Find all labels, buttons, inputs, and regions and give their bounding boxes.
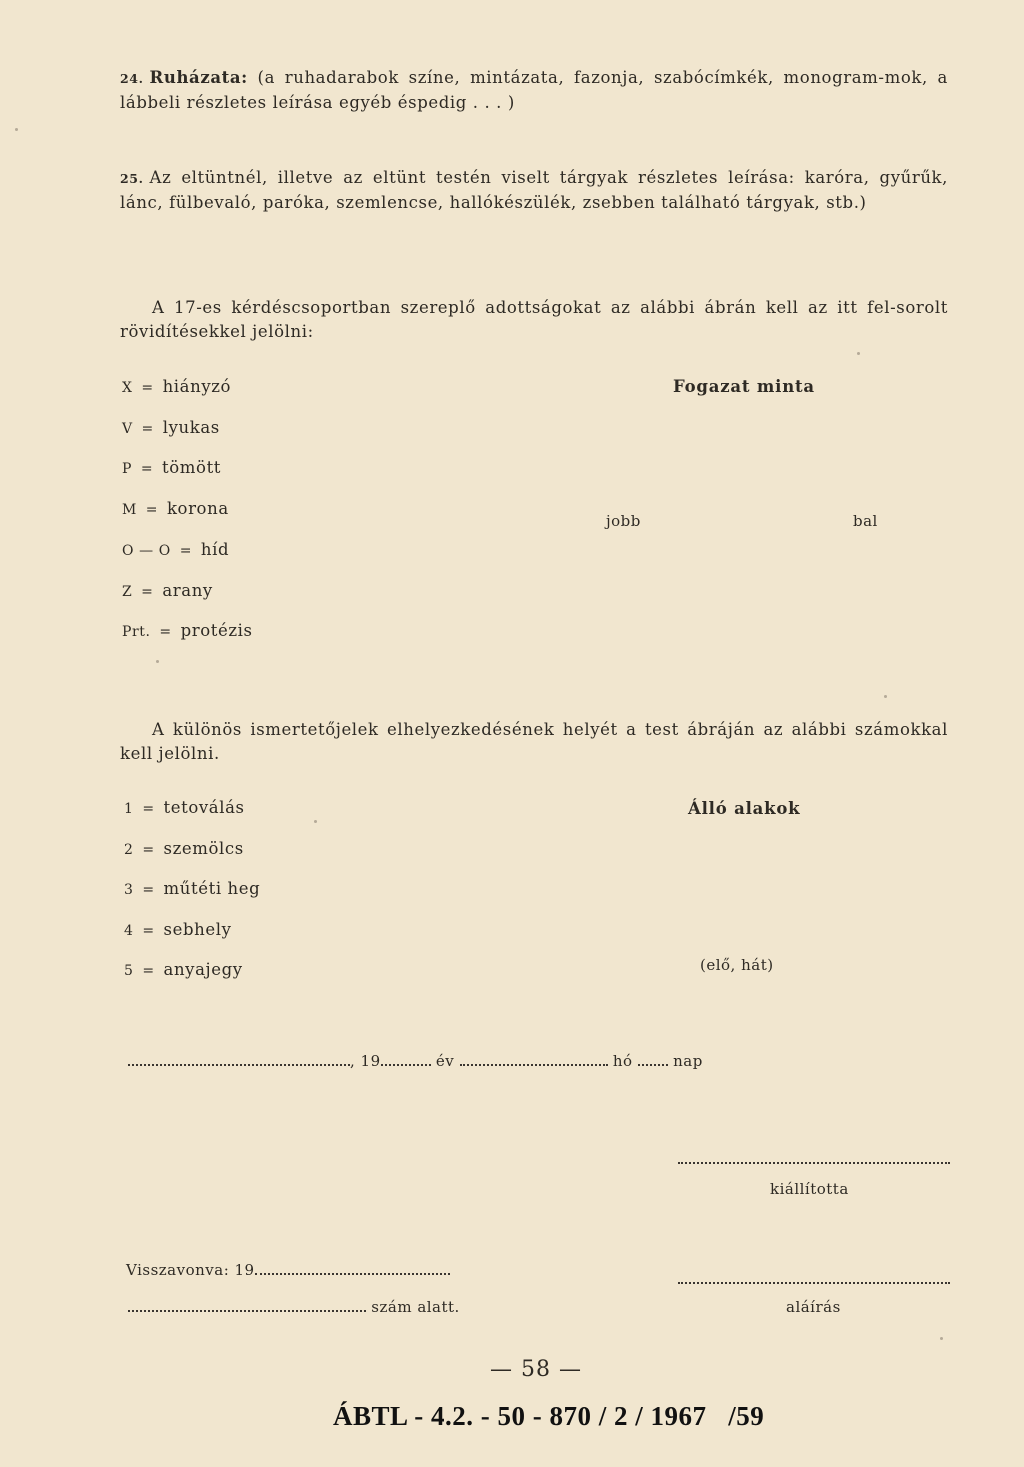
item-24-label: Ruházata: bbox=[149, 68, 248, 87]
teeth-diagram-heading: Fogazat minta bbox=[673, 377, 815, 396]
legend-equals: = bbox=[142, 801, 155, 817]
issued-by-label: kiállította bbox=[770, 1180, 849, 1198]
paper-speck bbox=[857, 352, 860, 355]
paper-speck bbox=[156, 660, 159, 663]
legend-equals: = bbox=[142, 923, 155, 939]
legend-equals: = bbox=[141, 421, 154, 437]
day-blank bbox=[638, 1060, 668, 1066]
legend-code: V bbox=[122, 421, 133, 437]
legend-code: 1 bbox=[124, 801, 134, 817]
marks-legend-item bbox=[124, 920, 232, 939]
signature-line bbox=[678, 1282, 950, 1284]
paper-speck bbox=[15, 128, 18, 131]
legend-equals: = bbox=[145, 502, 159, 518]
legend-code: X bbox=[122, 380, 133, 396]
month-label: hó bbox=[612, 1052, 633, 1070]
item-25 bbox=[120, 166, 948, 215]
legend-equals: = bbox=[141, 584, 154, 600]
paper-speck bbox=[884, 695, 887, 698]
legend-code: 2 bbox=[124, 842, 134, 858]
page-number: — 58 — bbox=[490, 1357, 582, 1382]
marks-legend-item bbox=[124, 839, 244, 858]
legend-meaning: sebhely bbox=[163, 920, 232, 939]
legend-equals: = bbox=[142, 882, 155, 898]
item-24-text: (a ruhadarabok színe, mintázata, fazonja, szabócímkék, monogram-mok, a lábbeli részletes leírása egyéb éspedig . . . ) bbox=[120, 68, 948, 112]
legend-equals: = bbox=[140, 461, 154, 477]
signature-label: aláírás bbox=[786, 1298, 841, 1316]
legend-equals: = bbox=[142, 842, 155, 858]
legend-meaning: arany bbox=[162, 581, 213, 600]
paper-speck bbox=[940, 1337, 943, 1340]
teeth-legend-item bbox=[122, 458, 221, 477]
legend-code: Prt. bbox=[122, 624, 151, 640]
number-label: szám alatt. bbox=[371, 1298, 460, 1316]
issuer-signature-line bbox=[678, 1162, 950, 1164]
legend-meaning: protézis bbox=[180, 621, 253, 640]
marks-legend-item bbox=[124, 798, 245, 817]
teeth-legend-item bbox=[122, 621, 253, 640]
legend-code: 5 bbox=[124, 963, 134, 979]
legend-equals: = bbox=[179, 543, 193, 559]
legend-equals: = bbox=[159, 624, 172, 640]
teeth-right-label: jobb bbox=[606, 512, 641, 530]
date-line bbox=[128, 1052, 703, 1070]
legend-code: P bbox=[122, 461, 133, 477]
marks-legend-item bbox=[124, 960, 243, 979]
legend-meaning: híd bbox=[200, 540, 230, 559]
teeth-legend-item bbox=[122, 418, 220, 437]
legend-meaning: szemölcs bbox=[163, 839, 244, 858]
teeth-legend-item bbox=[122, 499, 229, 518]
item-25-text: Az eltüntnél, illetve az eltünt testén viselt tárgyak részletes leírása: karóra, gyűrűk, lánc, fülbevaló, paróka, szemlencse, hallókészülék, zsebben található tárgyak, stb.) bbox=[120, 168, 948, 212]
marks-intro: A különös ismertetőjelek elhelyezkedésének helyét a test ábráján az alábbi számokkal kell jelölni. bbox=[120, 720, 948, 763]
legend-code: 3 bbox=[124, 882, 134, 898]
legend-equals: = bbox=[142, 963, 155, 979]
number-blank bbox=[128, 1306, 366, 1312]
month-blank bbox=[460, 1060, 608, 1066]
legend-meaning: tömött bbox=[162, 458, 222, 477]
place-blank bbox=[128, 1060, 350, 1066]
legend-meaning: tetoválás bbox=[163, 798, 245, 817]
teeth-left-label: bal bbox=[853, 512, 878, 530]
legend-meaning: anyajegy bbox=[163, 960, 243, 979]
teeth-legend-item bbox=[122, 377, 231, 396]
year-blank bbox=[381, 1060, 431, 1066]
teeth-legend-item bbox=[122, 581, 213, 600]
revoked-label: Visszavonva: 19 bbox=[126, 1261, 255, 1279]
number-line bbox=[128, 1298, 460, 1316]
revoked-year-blank bbox=[255, 1269, 450, 1275]
year-prefix: , 19 bbox=[350, 1052, 381, 1070]
standing-figures-heading: Álló alakok bbox=[688, 799, 801, 818]
archive-reference: ÁBTL - 4.2. - 50 - 870 / 2 / 1967 /59 bbox=[333, 1401, 765, 1431]
marks-legend-item bbox=[124, 879, 260, 898]
front-back-label: (elő, hát) bbox=[700, 956, 774, 974]
legend-code: 4 bbox=[124, 923, 134, 939]
item-24 bbox=[120, 66, 948, 115]
legend-code: Z bbox=[122, 584, 133, 600]
day-label: nap bbox=[673, 1052, 703, 1070]
legend-meaning: hiányzó bbox=[162, 377, 232, 396]
legend-meaning: korona bbox=[166, 499, 229, 518]
legend-code: M bbox=[122, 502, 137, 518]
year-label: év bbox=[435, 1052, 455, 1070]
teeth-intro: A 17-es kérdéscsoportban szereplő adottságokat az alábbi ábrán kell az itt fel-sorolt rövidítésekkel jelölni: bbox=[120, 298, 948, 341]
legend-meaning: lyukas bbox=[162, 418, 220, 437]
paper-speck bbox=[314, 820, 317, 823]
item-25-number: 25. bbox=[120, 171, 144, 186]
item-24-number: 24. bbox=[120, 71, 144, 86]
teeth-legend-item bbox=[122, 540, 229, 559]
legend-meaning: műtéti heg bbox=[163, 879, 261, 898]
legend-code: O — O bbox=[122, 543, 171, 559]
revoked-line bbox=[126, 1261, 450, 1279]
legend-equals: = bbox=[141, 380, 154, 396]
